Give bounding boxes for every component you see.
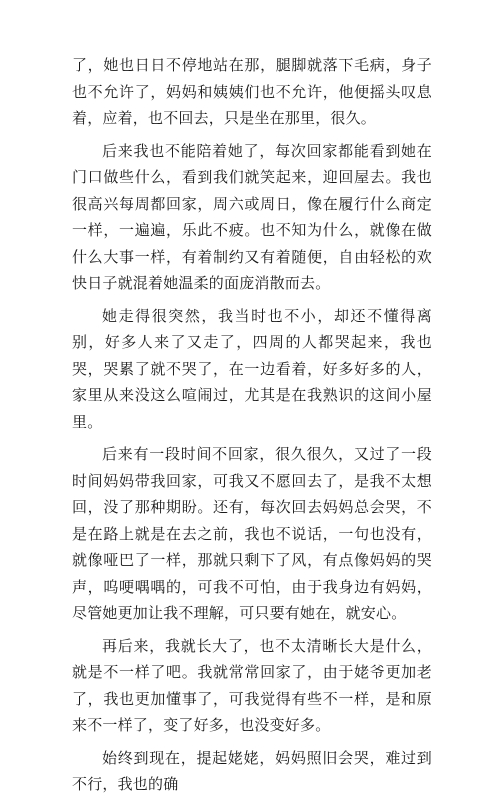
document-body: [72, 52, 432, 804]
paragraph-4: 后来有一段时间不回家，很久很久，又过了一段时间妈妈带我回家，可我又不愿回去了，是我不太想回，没了那种期盼。还有，每次回去妈妈总会哭，不是在路上就是在去之前，我也不说话，一句也没有，就像哑巴了一样，那就只剩下了风，有点像妈妈的哭声，呜哽喁喁的，可我不可怕，由于我身边有妈妈，尽管她更加让我不理解，可只要有她在，就安心。: [72, 445, 432, 622]
paragraph-3: 她走得很突然，我当时也不小，却还不懂得离别，好多人来了又走了，四周的人都哭起来，我也哭，哭累了就不哭了，在一边看着，好多好多的人，家里从来没这么喧闹过，尤其是在我熟识的这间小屋里。: [72, 306, 432, 431]
paragraph-5: 再后来，我就长大了，也不太清晰长大是什么，就是不一样了吧。我就常常回家了，由于姥爷更加老了，我也更加懂事了，可我觉得有些不一样，是和原来不一样了，变了好多，也没变好多。: [72, 636, 432, 734]
paragraph-6: 始终到现在，提起姥姥，妈妈照旧会哭，难过到不行，我也的确: [72, 748, 432, 793]
paragraph-1: 了，她也日日不停地站在那，腿脚就落下毛病，身子也不允许了，妈妈和姨姨们也不允许，他便摇头叹息着，应着，也不回去，只是坐在那里，很久。: [72, 56, 432, 127]
paragraph-2: 后来我也不能陪着她了，每次回家都能看到她在门口做些什么，看到我们就笑起来，迎回屋去。我也很高兴每周都回家，周六或周日，像在履行什么商定一样，一遍遍，乐此不疲。也不知为什么，就像在做什么大事一样，有着制约又有着随便，自由轻松的欢快日子就混着她温柔的面庞消散而去。: [72, 141, 432, 292]
